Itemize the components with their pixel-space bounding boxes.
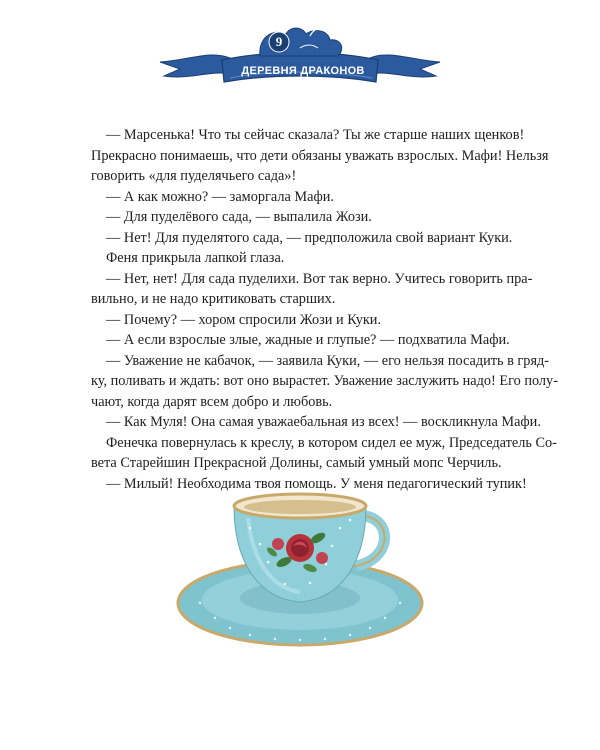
text-line: — Для пуделёвого сада, — выпалила Жози. (106, 209, 372, 225)
text-line: — Нет, нет! Для сада пуделихи. Вот так верно. Учитесь говорить пра- (106, 270, 533, 287)
text-line: чают, когда дарят всем добро и любовь. (91, 393, 333, 410)
text-line: Фенечка повернулась к креслу, в котором сидел ее муж, Председатель Со- (106, 434, 557, 451)
text-line: — Почему? — хором спросили Жози и Куки. (106, 311, 382, 328)
chapter-header (150, 20, 450, 100)
text-line: ку, поливать и ждать: вот оно вырастет. Уважение заслужить надо! Его полу- (91, 373, 558, 389)
text-line: — Милый! Необходима твоя помощь. У меня педагогический тупик! (106, 475, 527, 492)
text-line: вильно, и не надо критиковать старших. (91, 291, 336, 307)
text-line: Феня прикрыла лапкой глаза. (106, 250, 285, 266)
text-line: говорить «для пуделячьего сада»! (91, 168, 297, 184)
banner-ribbon-icon (150, 20, 450, 100)
text-line: — Как Муля! Она самая уважаебальная из всех! — воскликнула Мафи. (106, 414, 541, 430)
text-line: Прекрасно понимаешь, что дети обязаны уважать взрослых. Мафи! Нельзя (91, 147, 549, 164)
text-line: — А если взрослые злые, жадные и глупые? — подхватила Мафи. (106, 332, 510, 348)
text-line: — А как можно? — заморгала Мафи. (106, 188, 334, 205)
story-text (91, 125, 558, 494)
chapter-title: ДЕРЕВНЯ ДРАКОНОВ (241, 65, 365, 77)
text-line: вета Старейшин Прекрасной Долины, самый умный мопс Черчиль. (91, 455, 502, 471)
teacup-with-rose-icon (160, 478, 440, 658)
text-line: — Уважение не кабачок, — заявила Куки, — его нельзя посадить в гряд- (106, 352, 550, 369)
text-line: — Марсенька! Что ты сейчас сказала? Ты же старше наших щенков! (106, 127, 525, 143)
page-number: 9 (275, 34, 283, 49)
teacup-illustration (160, 478, 440, 658)
text-line: — Нет! Для пуделятого сада, — предположила свой вариант Куки. (106, 229, 513, 246)
